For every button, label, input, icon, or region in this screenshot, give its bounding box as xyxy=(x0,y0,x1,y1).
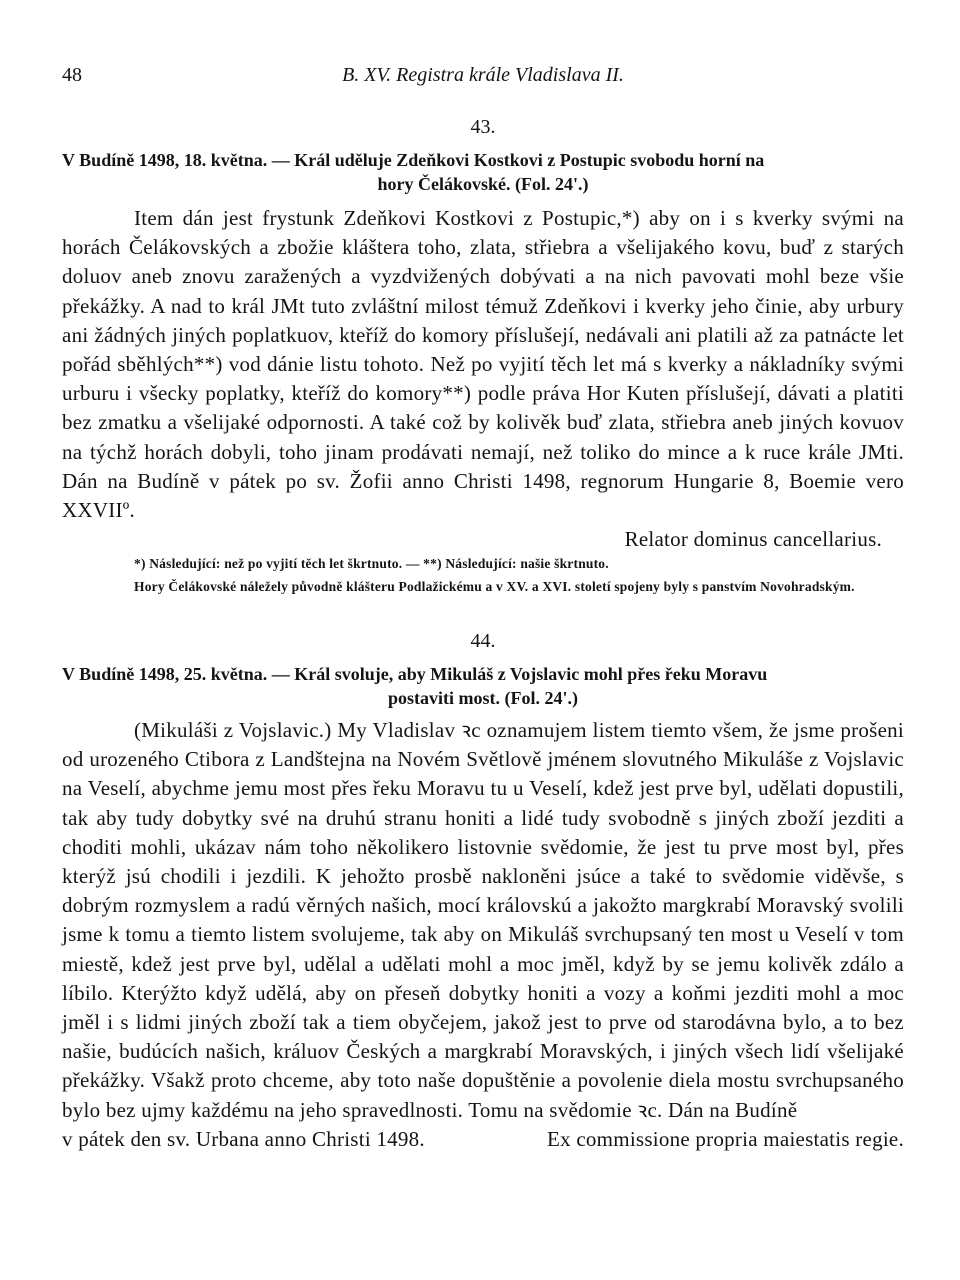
document-summary-44 xyxy=(62,662,904,710)
footnotes-43 xyxy=(62,554,904,596)
running-title: B. XV. Registra krále Vladislava II. xyxy=(342,64,624,86)
body-text-44: (Mikuláši z Vojslavic.) My Vladislav ꝛc oznamujem listem tiemto všem, že jsme prošeni od urozeného Ctibora z Landštejna na Novém Světlově jménem slovutného Mikuláše z Vojslavic na Veselí, abychme jemu most přes řeku Moravu tu u Veselí, kdež jest prve byl, udělati dopustili, tak aby tudy dobytky své na druhú stranu honiti a lidé tudy svobodně s jiných zboží jezditi a choditi mohli, ukázav nám toho několikero listovnie svědomie, že jest tu prve most byl, přes kterýž jsú chodili i jezdili. K jehožto prosbě nakloněni jsúce a také to svědomie viděvše, s dobrým rozmyslem a radú věrných našich, mocí královskú a jakožto margkrabí Moravský svolili jsme k tomu a tiemto listem svolujeme, tak aby on Mikuláš svrchupsaný ten most u Veselí v tom miestě, kdež jest prve byl, udělal a udělati mohl a moc jměl, když by se jemu kolivěk zdálo a líbilo. Kterýžto když udělá, aby on přeseň dobytky honiti a vozy a koňmi jezditi mohl a moc jměl i s lidmi jiných zboží tak a tiem obyčejem, jakož jest to prve od starodávna bylo, a to bez našie, budúcích našich, králuov Českých a margkrabí Moravských, i jiných všech lidí všelijaké překážky. Všakž proto chceme, aby toto naše dopuštěnie a povolenie diela mostu svrchupsaného bylo bez ujmy každému na jeho spravedlnosti. Tomu na svědomie ꝛc. Dán na Budíně xyxy=(62,718,904,1122)
document-body-43 xyxy=(62,204,904,554)
document-number-44: 44. xyxy=(470,630,496,652)
summary-continuation-43: hory Čelákovské. (Fol. 24'.) xyxy=(377,174,589,194)
place-date-44: V Budíně 1498, 25. května. xyxy=(62,664,268,684)
document-page xyxy=(62,0,904,1280)
summary-continuation-44: postaviti most. (Fol. 24'.) xyxy=(388,688,578,708)
page-header xyxy=(62,64,904,94)
document-summary-43 xyxy=(62,148,904,196)
summary-text-44: — Král svoluje, aby Mikuláš z Vojslavic mohl přes řeku Moravu xyxy=(271,664,768,684)
relator-line: Relator dominus cancellarius. xyxy=(624,527,882,552)
summary-text-43: — Král uděluje Zdeňkovi Kostkovi z Postupic svobodu horní na xyxy=(271,150,765,170)
closing-date: v pátek den sv. Urbana anno Christi 1498. xyxy=(62,1126,425,1151)
closing-formula: Ex commissione propria maiestatis regie. xyxy=(547,1126,904,1151)
place-date-43: V Budíně 1498, 18. května. xyxy=(62,150,268,170)
footnote-strikeouts: *) Následující: než po vyjití těch let škrtnuto. — **) Následující: našie škrtnuto. xyxy=(134,556,609,571)
footnote-history: Hory Čelákovské náležely původně klášteru Podlažickému a v XV. a XVI. století spojeny byly s panstvím Novohradským. xyxy=(134,579,855,594)
page-number: 48 xyxy=(62,64,82,86)
document-body-44 xyxy=(62,716,904,1154)
document-number-43: 43. xyxy=(470,116,496,138)
closing-line xyxy=(62,1125,904,1154)
body-text-43: Item dán jest frystunk Zdeňkovi Kostkovi z Postupic,*) aby on i s kverky svými na horách Čelákovských a zbožie kláštera toho, zlata, střiebra a všelijakého kovu, buď z starých doluov aneb znovu zaražených a vyzdvižených dobývati a na nich pavovati mohl beze všie překážky. A nad to král JMt tuto zvláštní milost témuž Zdeňkovi i kverky jeho činie, aby urbury ani žádných jiných poplatkuov, kteříž do komory příslušejí, nedávali ani platili až za patnácte let pořád sběhlých**) vod dánie listu tohoto. Než po vyjití těch let má s kverky a nákladníky svými urburu i všecky poplatky, kteříž do komory**) podle práva Hor Kuten příslušejí, dávati a platiti bez zmatku a všelijaké odpornosti. A také což by kolivěk buď zlata, střiebra aneb jiných kovuov na týchž horách dobyli, toho jinam prodávati nemají, než toliko do mince a k ruce krále JMti. Dán na Budíně v pátek po sv. Žofii anno Christi 1498, regnorum Hungarie 8, Boemie vero XXVIIº. xyxy=(62,206,904,523)
